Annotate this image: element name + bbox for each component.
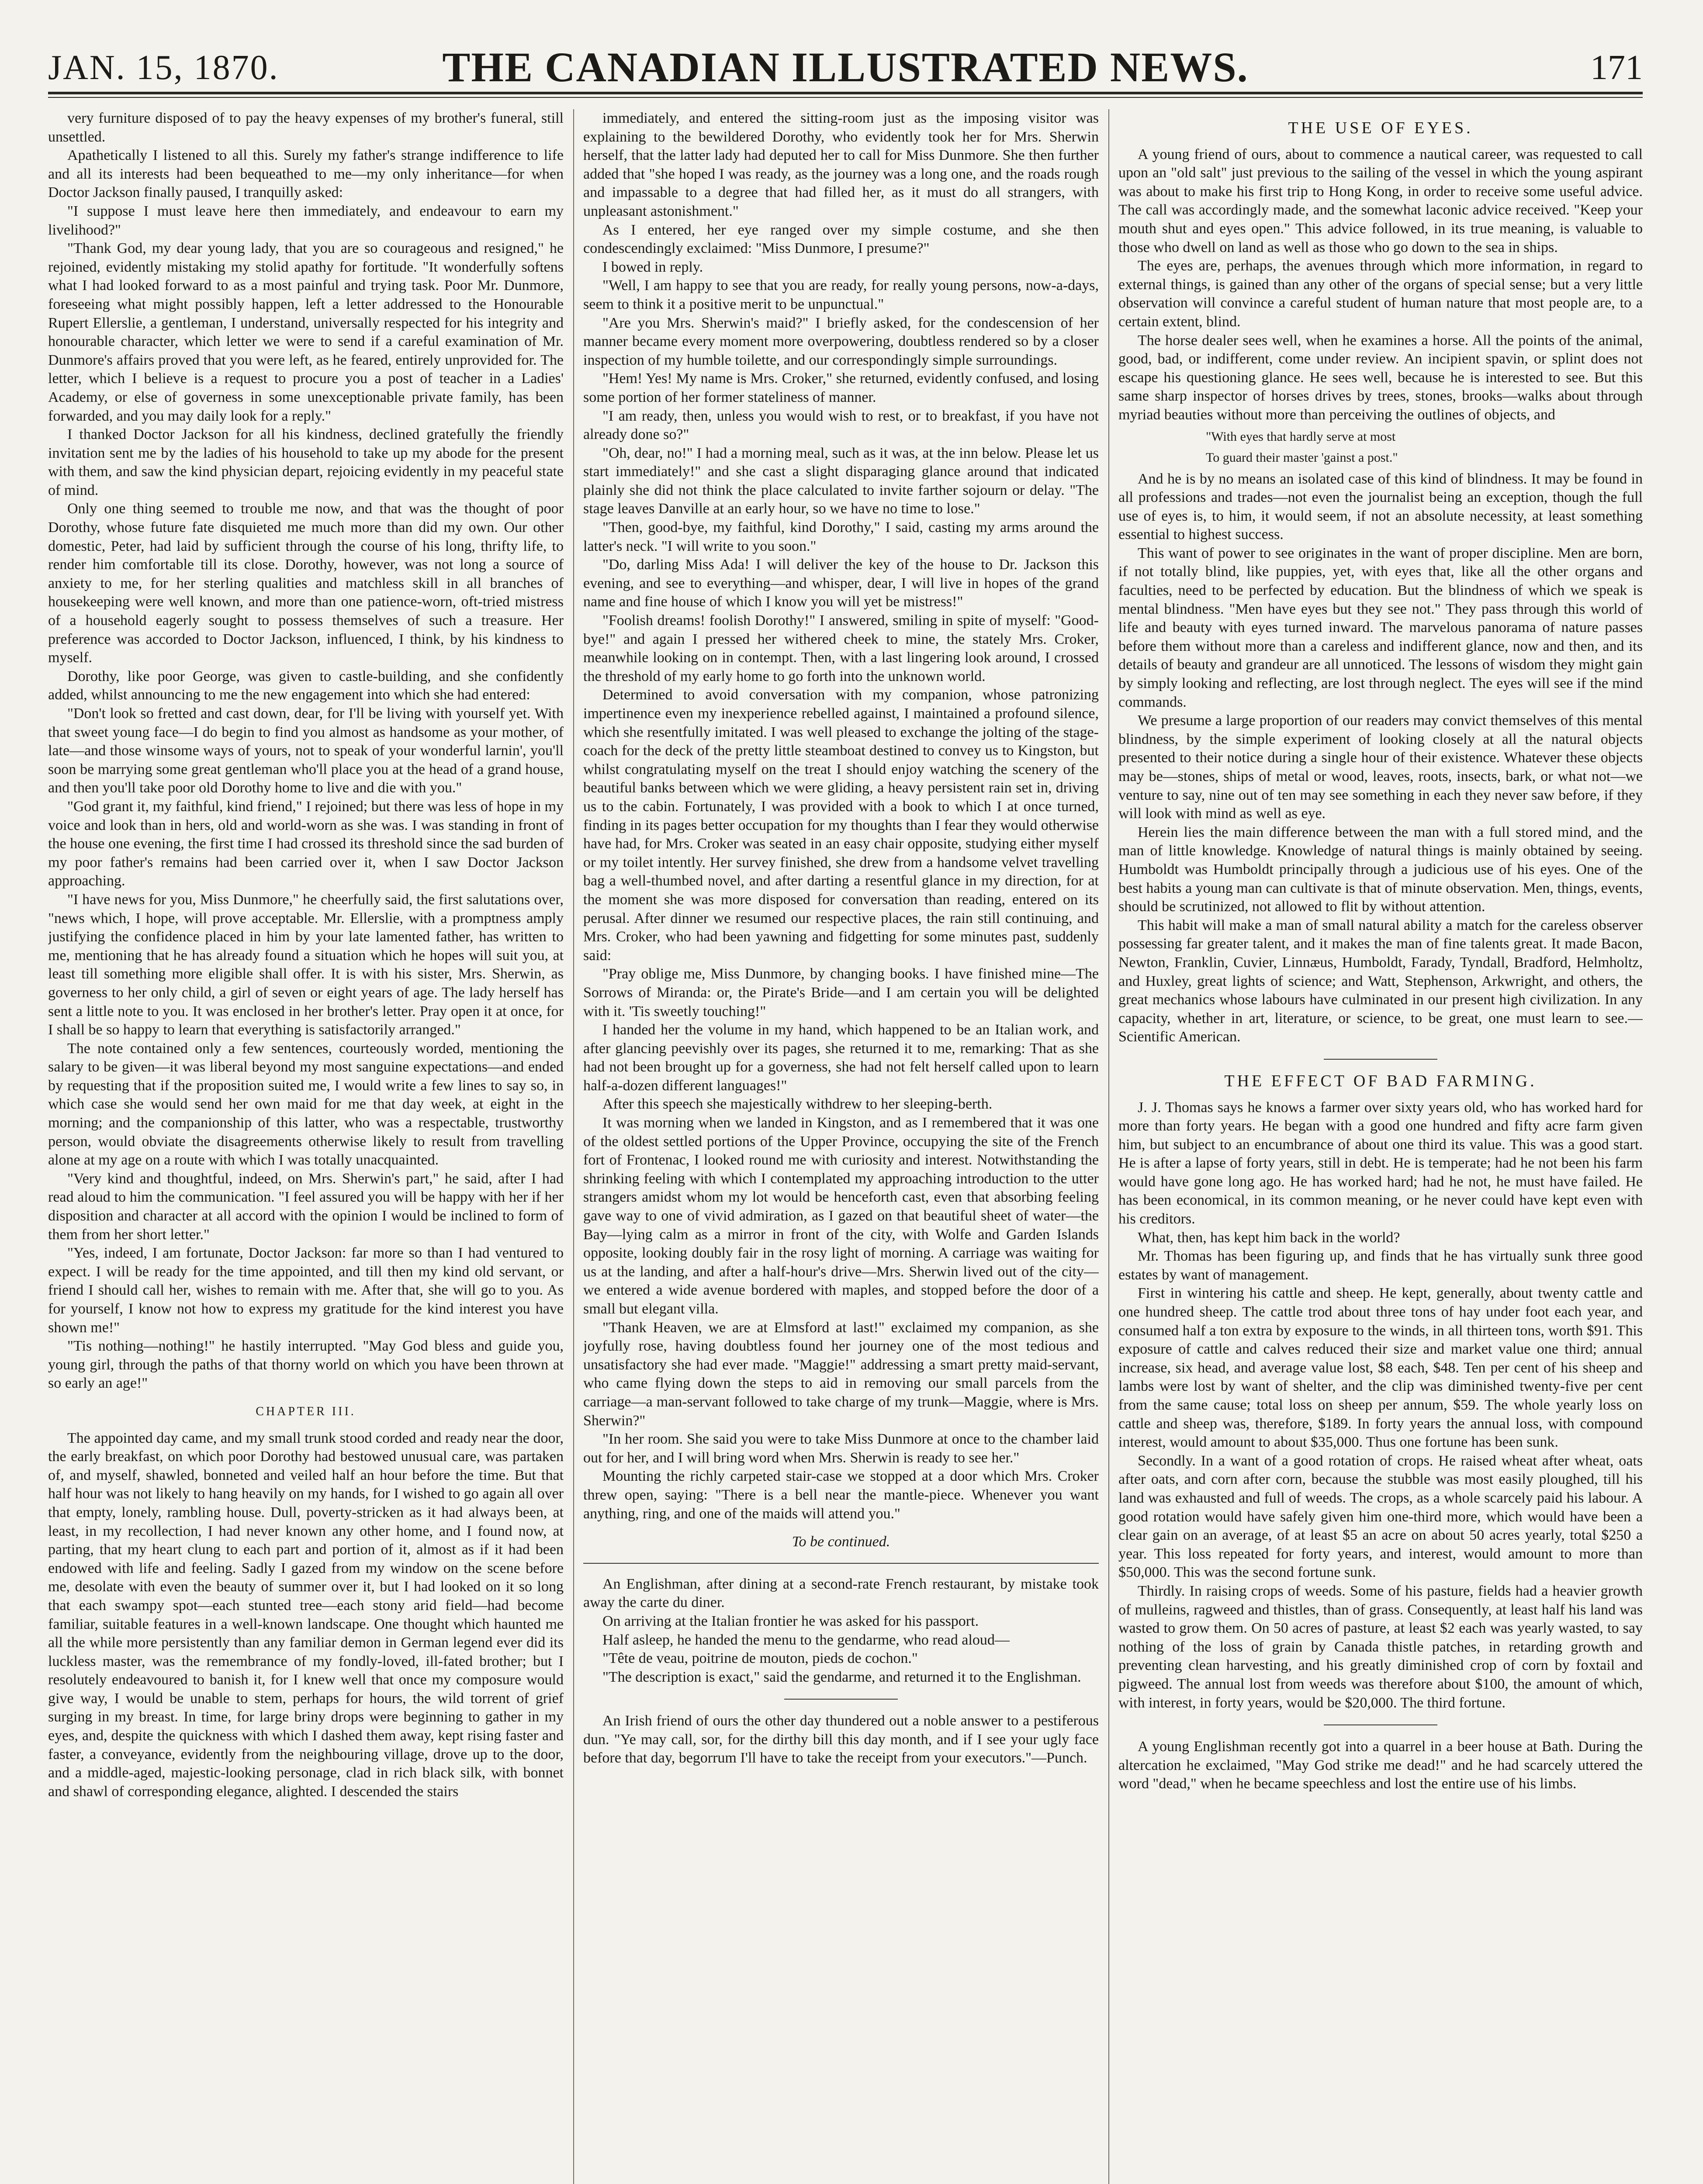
paragraph: I thanked Doctor Jackson for all his kindness, declined gratefully the friendly invitation sent me by the ladies of his household to take up my abode for the present with them, and saw the kind physician depart, rejoicing evidently in my peaceful state of mind. <box>48 426 564 498</box>
paragraph: "In her room. She said you were to take Miss Dunmore at once to the chamber laid out for her, and I will bring word when Mrs. Sherwin is ready to see her." <box>583 1431 1099 1466</box>
story-part-2 <box>583 109 1099 1523</box>
paragraph: The horse dealer sees well, when he examines a horse. All the points of the animal, good, bad, or indifferent, come under review. An incipient spavin, or splint does not escape his questioning glance. He sees well, because he is interested to see. But this same sharp inspector of horses drives by trees, stones, brooks—walks about through myriad beauties without more than perceiving the outlines of objects, and <box>1118 332 1643 423</box>
column-divider <box>573 109 574 2184</box>
paragraph: "I am ready, then, unless you would wish to rest, or to breakfast, if you have not already done so?" <box>583 408 1099 443</box>
paragraph: A young friend of ours, about to commence a nautical career, was requested to call upon an "old salt" just previous to the sailing of the vessel in which the young aspirant was about to make his first trip to Hong Kong, in order to receive some useful advice. The call was accordingly made, and the somewhat laconic advice received. "Keep your mouth shut and eyes open." This advice followed, in its true meaning, is valuable to those who dwell on land as well as those who go down to the sea in ships. <box>1118 146 1643 256</box>
paragraph: Determined to avoid conversation with my companion, whose patronizing impertinence even my inexperience rebelled against, I maintained a profound silence, which she resentfully imitated. I was well pleased to exchange the jolting of the stage-coach for the deck of the pretty little steamboat destined to convey us to Kingston, but whilst congratulating myself on the treat I should enjoy watching the scenery of the beautiful banks between which we were gliding, a heavy persistent rain set in, driving us to the cabin. Fortunately, I was provided with a book to which I at once turned, finding in its pages better occupation for my thoughts than I fear they would otherwise have had, for Mrs. Croker was seated in an easy chair opposite, studying either myself or my toilet intently. Her survey finished, she drew from a handsome velvet travelling bag a well-thumbed novel, and after darting a resentful glance in my direction, for at the moment she was more disposed for conversation than reading, entered on its perusal. After dinner we resumed our respective places, the rain still continuing, and Mrs. Croker, who had been yawning and fidgetting for some minutes past, suddenly said: <box>583 687 1099 964</box>
paragraph: Only one thing seemed to trouble me now, and that was the thought of poor Dorothy, whose future fate disquieted me much more than did my own. Our other domestic, Peter, had laid by sufficient through the course of his long, thrifty life, to render him comfortable till its close. Dorothy, however, was not long a source of anxiety to me, for her sterling qualities and matchless skill in all branches of housekeeping were well known, and more than one patience-worn, oft-tried mistress of a household eagerly sought to possess themselves of such a treasure. Her preference was accorded to Doctor Jackson, influenced, I think, by his kindness to myself. <box>48 501 564 666</box>
paragraph: Half asleep, he handed the menu to the gendarme, who read aloud— <box>602 1631 1010 1648</box>
paragraph: "Thank God, my dear young lady, that you are so courageous and resigned," he rejoined, evidently mistaking my stolid apathy for fortitude. "It wonderfully softens what I had looked forward to as a most painful and trying task. Poor Mr. Dunmore, foreseeing what might possibly happen, left a letter addressed to the Honourable Rupert Ellerslie, a gentleman, I understand, universally respected for his integrity and honourable character, which letter we were to send if a careful examination of Mr. Dunmore's affairs proved that you were left, as he feared, entirely unprovided for. The letter, which I believe is a request to procure you a post of teacher in a Ladies' Academy, or else of governess in some unexceptionable private family, has been forwarded, and you may daily look for a reply." <box>48 240 564 424</box>
paragraph: "Foolish dreams! foolish Dorothy!" I answered, smiling in spite of myself: "Good-bye!" and again I pressed her withered cheek to mine, the stately Mrs. Croker, meanwhile looking on in contempt. Then, with a last lingering look around, I crossed the threshold of my early home to go forth into the unknown world. <box>583 612 1099 684</box>
paragraph: Mr. Thomas has been figuring up, and finds that he has virtually sunk three good estates by want of management. <box>1118 1248 1643 1283</box>
paragraph: immediately, and entered the sitting-room just as the imposing visitor was explaining to the bewildered Dorothy, who evidently took her for Mrs. Sherwin herself, that the latter lady had deputed her to call for Miss Dunmore. She then further added that "she hoped I was ready, as the journey was a long one, and the roads rough and impassable to a degree that had filled her, as it must do all strangers, with unpleasant astonishment." <box>583 110 1099 219</box>
paragraph: As I entered, her eye ranged over my simple costume, and she then condescendingly exclaimed: "Miss Dunmore, I presume?" <box>583 221 1099 257</box>
paragraph: Secondly. In a want of a good rotation of crops. He raised wheat after wheat, oats after oats, and corn after corn, because the stubble was most easily ploughed, till his land was exhausted and full of weeds. The crops, as a whole scarcely paid his labour. A good rotation would have safely given him one-third more, which would have been a clear gain on an average, of at least $5 an acre on about 50 acres yearly, total $250 a year. This loss repeated for forty years, and interest, would amount to more than $50,000. This was the second fortune sunk. <box>1118 1452 1643 1581</box>
chapter-body <box>48 1429 564 1801</box>
paragraph: "God grant it, my faithful, kind friend," I rejoined; but there was less of hope in my voice and look than in hers, old and world-worn as she was. I was standing in front of the house one evening, the first time I had crossed its threshold since the sad burden of my poor father's remains had been carried over it, when I saw Doctor Jackson approaching. <box>48 798 564 889</box>
paragraph: very furniture disposed of to pay the heavy expenses of my brother's funeral, still unsettled. <box>48 110 564 145</box>
paragraph: "Yes, indeed, I am fortunate, Doctor Jackson: far more so than I had ventured to expect. I will be ready for the time appointed, and till then my kind old servant, or friend I should call her, wishes to remain with me. After that, she will go to you. As for yourself, I know not how to express my gratitude for the kind interest you have shown me!" <box>48 1245 564 1336</box>
to-be-continued: To be continued. <box>792 1534 890 1550</box>
paragraph: "Very kind and thoughtful, indeed, on Mrs. Sherwin's part," he said, after I had read aloud to him the communication. "I feel assured you will be happy with her if her disposition and character at all accord with the opinion I would be inclined to form of them from her short letter." <box>48 1170 564 1243</box>
paragraph: First in wintering his cattle and sheep. He kept, generally, about twenty cattle and one hundred sheep. The cattle trod about three tons of hay under foot each year, and consumed half a ton extra by exposure to the winds, in all thirteen tons, worth $91. This exposure of cattle and calves reduced their size and market value one third; annual increase, six head, and average value lost, $8 each, $48. Ten per cent of his sheep and lambs were lost by want of shelter, and the clip was diminished twenty-five per cent from the same cause; total loss on sheep per annum, $59. The whole yearly loss on cattle and sheep was, therefore, $189. In forty years the annual loss, with compound interest, would amount to about $35,000. Thus one fortune has been sunk. <box>1118 1285 1643 1451</box>
paragraph: "I suppose I must leave here then immediately, and endeavour to earn my livelihood?" <box>48 203 564 238</box>
section-rule <box>1324 1059 1437 1060</box>
paragraph: "Thank Heaven, we are at Elmsford at last!" exclaimed my companion, as she joyfully rose, having doubtless found her journey one of the most tedious and unsatisfactory she had ever made. "Maggie!" addressing a smart pretty maid-servant, who came flying down the steps to aid in removing our small parcels from the carriage—a man-servant followed to take charge of my trunk—Maggie, where is Mrs. Sherwin?" <box>583 1319 1099 1429</box>
paragraph: "Oh, dear, no!" I had a morning meal, such as it was, at the inn below. Please let us start immediately!" and she cast a slight disparaging glance around that indicated plainly she did not think the place calculated to invite farther sojourn or delay. "The stage leaves Danville at an early hour, so we have no time to lose." <box>583 445 1099 517</box>
paragraph: What, then, has kept him back in the world? <box>1138 1229 1400 1246</box>
anecdote-irish-friend: An Irish friend of ours the other day thundered out a noble answer to a pestiferous dun. "Ye may call, sor, for the dirthy bill this day month, and if I see your ugly face before that day, begorrum I'll have to take the receipt from your executors."—Punch. <box>583 1713 1099 1766</box>
masthead-rule <box>48 92 1643 94</box>
paragraph: The eyes are, perhaps, the avenues through which more information, in regard to external things, is gained than any other of the organs of special sense; but a very little observation will convince a careful student of human nature that most people are, to a certain extent, blind. <box>1118 258 1643 330</box>
paragraph: J. J. Thomas says he knows a farmer over sixty years old, who has worked hard for more than forty years. He began with a good one hundred and fifty acre farm given him, but subject to an encumbrance of about one third its value. This was a good start. He is after a lapse of forty years, still in debt. He is temperate; had he not been his farm would have gone long ago. He has worked hard; had he not, he must have failed. He has been economical, in its common meaning, or he never could have kept even with his creditors. <box>1118 1099 1643 1227</box>
paragraph: Mounting the richly carpeted stair-case we stopped at a door which Mrs. Croker threw open, saying: "There is a bell near the mantle-piece. Whenever you want anything, ring, and one of the maids will attend you." <box>583 1468 1099 1522</box>
paragraph: We presume a large proportion of our readers may convict themselves of this mental blindness, by the simple experiment of looking closely at all the natural objects presented to their notice during a single hour of their existence. Whatever these objects may be—stones, ships of metal or wood, leaves, roots, insects, bark, or what not—we venture to say, nine out of ten may see something in each they never saw before, if they will look with mind as well as eye. <box>1118 712 1643 822</box>
paragraph: The appointed day came, and my small trunk stood corded and ready near the door, the early breakfast, on which poor Dorothy had bestowed unusual care, was partaken of, and myself, shawled, bonneted and veiled half an hour before the time. But that half hour was not likely to hang heavily on my hands, for I wished to go again all over that empty, lonely, rambling house. Dull, poverty-stricken as it had always been, at least, in my recollection, I had never known any other home, and I found now, at parting, that my heart clung to each part and portion of it, almost as if it had been endowed with life and feeling. Sadly I gazed from my window on the scene before me, desolate with even the beauty of summer over it, but I had looked on it so long that each swampy spot—each stunted tree—each stony arid field—had become familiar, suitable features in a well-known landscape. One thought which haunted me all the while more persistently than any familiar demon in German legend ever did its luckless master, was the remembrance of my fondly-loved, ill-fated brother; but I resolutely endeavoured to banish it, for I knew well that once my composure would give way, I would be unable to stem, perhaps for hours, the wild torrent of grief surging in my breast. In time, for large briny drops were beginning to gather in my eyes, and, despite the quickness with which I dashed them away, kept rising faster and faster, a conveyance, evidently from the neighbouring village, drove up to the door, and a middle-aged, majestic-looking personage, clad in rich black silk, with bonnet and shawl of corresponding elegance, alighted. I descended the stairs <box>48 1430 564 1800</box>
paragraph: And he is by no means an isolated case of this kind of blindness. It may be found in all professions and trades—not even the journalist being an exception, though the full use of eyes is, to him, it would seem, if not an absolute necessity, at least something essential to highest success. <box>1118 470 1643 543</box>
masthead <box>48 26 1643 92</box>
paragraph: This habit will make a man of small natural ability a match for the careless observer possessing far greater talent, and it makes the man of fine talents great. It made Bacon, Newton, Franklin, Cuvier, Linnæus, Humboldt, Farady, Tyndall, Bradford, Helmholtz, and Huxley, great lights of science; and Watt, Stephenson, Arkwright, and others, the great mechanics whose labours have culminated in our present high civilization. In any capacity, whether in art, literature, or science, to be great, one must learn to see.—Scientific American. <box>1118 917 1643 1045</box>
page-number: 171 <box>1590 48 1643 87</box>
paragraph: "Don't look so fretted and cast down, dear, for I'll be living with yourself yet. With that sweet young face—I do begin to find you almost as handsome as your mother, of late—and those winsome ways of yours, not to speak of your wonderful larnin', you'll soon be marrying some great gentleman who'll place you at the head of a grand house, and then you'll take poor old Dorothy home to live and die with you." <box>48 705 564 796</box>
column-3 <box>1118 109 1643 2184</box>
chapter-heading: CHAPTER III. <box>256 1404 356 1418</box>
paragraph: "Pray oblige me, Miss Dunmore, by changing books. I have finished mine—The Sorrows of Miranda: or, the Pirate's Bride—and I am certain you will be delighted with it. 'Tis sweetly touching!" <box>583 966 1099 1019</box>
paragraph: "The description is exact," said the gendarme, and returned it to the Englishman. <box>602 1669 1081 1685</box>
paragraph: "Are you Mrs. Sherwin's maid?" I briefly asked, for the condescension of her manner became every moment more overpowering, doubtless rendered so by a closer inspection of my humble toilette, and our correspondingly simple surroundings. <box>583 314 1099 368</box>
paragraph: This want of power to see originates in the want of proper discipline. Men are born, if not totally blind, like puppies, yet, with eyes that, like all the other organs and faculties, need to be perfected by education. But the blindness of which we speak is mental blindness. "Men have eyes but they see not." They pass through this world of life and beauty with eyes turned inward. The marvelous panorama of nature passes before them without more than a careless and indifferent glance, now and then, and its details of beauty and grandeur are all unnoticed. The lessons of wisdom they might gain by simply looking and reflecting, are lost through neglect. The eyes will see if the mind commands. <box>1118 545 1643 710</box>
paragraph: "Well, I am happy to see that you are ready, for really young persons, now-a-days, seem to think it a positive merit to be unpunctual." <box>583 277 1099 312</box>
paragraph: Apathetically I listened to all this. Surely my father's strange indifference to life and all its interests had been bequeathed to me—my only inheritance—for when Doctor Jackson finally paused, I tranquilly asked: <box>48 147 564 201</box>
paragraph: Thirdly. In raising crops of weeds. Some of his pasture, fields had a heavier growth of mulleins, ragweed and thistles, than of grass. Consequently, at least half his land was wasted to grow them. On 50 acres of pasture, at least $2 each was yearly wasted, to say nothing of the loss of grain by Canada thistle patches, in retarding growth and preventing clean harvesting, and his greatly diminished crop of corn by foxtail and pigweed. The annual lost from weeds was therefore about $100, the amount of which, with interest, in forty years, would be $20,000. The third fortune. <box>1118 1583 1643 1711</box>
paragraph: On arriving at the Italian frontier he was asked for his passport. <box>602 1613 979 1629</box>
paragraph: "I have news for you, Miss Dunmore," he cheerfully said, the first salutations over, "news which, I hope, will prove acceptable. Mr. Ellerslie, with a promptness amply justifying the confidence placed in him by your late lamented father, has written to me, mentioning that he has already found a situation which he hopes will suit you, at least till something more eligible shall offer. It is with his sister, Mrs. Sherwin, as governess to her only child, a girl of seven or eight years of age. The lady herself has sent a little note to you. It was enclosed in her brother's letter. Pray open it at once, for I shall be so happy to learn that everything is satisfactorily arranged." <box>48 891 564 1038</box>
paragraph: It was morning when we landed in Kingston, and as I remembered that it was one of the oldest settled portions of the Upper Province, occupying the site of the French fort of Frontenac, I looked round me with curiosity and interest. Notwithstanding the shrinking feeling with which I contemplated my approaching introduction to the utter strangers amidst whom my lot would be henceforth cast, even that absorbing feeling gave way to one of vivid admiration, as I gazed on that beautiful sheet of water—the Bay—lying calm as a mirror in front of the city, with Wolfe and Garden Islands opposite, looking doubly fair in the rosy light of morning. A carriage was waiting for us at the landing, and after a half-hour's drive—Mrs. Sherwin lived out of the city—we entered a wide avenue bordered with maples, and stopped before the door of a small but elegant villa. <box>583 1115 1099 1317</box>
masthead-rule-thin <box>48 97 1643 98</box>
paragraph: "Tis nothing—nothing!" he hastily interrupted. "May God bless and guide you, young girl, through the paths of that thorny world on which you have been thrown at so early an age!" <box>48 1338 564 1392</box>
paragraph: "Do, darling Miss Ada! I will deliver the key of the house to Dr. Jackson this evening, and see to everything—and whisper, dear, I will live in hopes of the grand name and fine house of which I know you will yet be mistress!" <box>583 556 1099 610</box>
issue-date: JAN. 15, 1870. <box>48 48 279 87</box>
eyes-article-part-2 <box>1118 470 1643 1047</box>
article-heading-eyes: THE USE OF EYES. <box>1288 119 1473 137</box>
paragraph: An Englishman, after dining at a second-rate French restaurant, by mistake took away the carte du diner. <box>583 1576 1099 1611</box>
anecdote-englishman <box>583 1575 1099 1687</box>
column-1 <box>48 109 564 2184</box>
column-2 <box>583 109 1099 2184</box>
verse-line: "With eyes that hardly serve at most <box>1206 429 1396 444</box>
paragraph: "Then, good-bye, my faithful, kind Dorothy," I said, casting my arms around the latter's neck. "I will write to you soon." <box>583 519 1099 554</box>
story-part-1 <box>48 109 564 1393</box>
article-heading-farming: THE EFFECT OF BAD FARMING. <box>1224 1071 1537 1090</box>
farming-article <box>1118 1099 1643 1713</box>
paragraph: The note contained only a few sentences, courteously worded, mentioning the salary to be given—it was liberal beyond my most sanguine expectations—and ended by requesting that if the proposition suited me, I would write a few lines to say so, in which case she would send her own maid for me that day week, at eight in the morning; and the companionship of this latter, who was a respectable, trustworthy person, would obviate the disagreements otherwise likely to result from travelling alone at my age on a route with which I was totally unacquainted. <box>48 1040 564 1168</box>
paragraph: "Tête de veau, poitrine de mouton, pieds de cochon." <box>602 1650 918 1667</box>
paragraph: After this speech she majestically withdrew to her sleeping-berth. <box>602 1096 993 1113</box>
anecdote-bath: A young Englishman recently got into a quarrel in a beer house at Bath. During the altercation he exclaimed, "May God strike me dead!" and he had scarcely uttered the word "dead," when he became speechless and lost the entire use of his limbs. <box>1118 1738 1643 1792</box>
newspaper-title: THE CANADIAN ILLUSTRATED NEWS. <box>442 44 1249 90</box>
section-rule <box>583 1563 1099 1564</box>
paragraph: "Hem! Yes! My name is Mrs. Croker," she returned, evidently confused, and losing some portion of her former stateliness of manner. <box>583 370 1099 405</box>
paragraph: Herein lies the main difference between the man with a full stored mind, and the man of little knowledge. Knowledge of natural things is mainly obtained by seeing. Humboldt was Humboldt principally through a judicious use of his eyes. One of the best habits a young man can cultivate is that of minute observation. Men, things, events, should be scrutinized, not allowed to flit by without attention. <box>1118 824 1643 915</box>
section-rule <box>1324 1724 1437 1725</box>
section-rule <box>784 1699 898 1700</box>
paragraph: I bowed in reply. <box>602 259 703 275</box>
eyes-article-part-1 <box>1118 145 1643 425</box>
column-divider <box>1108 109 1109 2184</box>
verse-line: To guard their master 'gainst a post." <box>1206 450 1398 465</box>
paragraph: Dorothy, like poor George, was given to castle-building, and she confidently added, whilst announcing to me the new engagement into which she had entered: <box>48 668 564 703</box>
paragraph: I handed her the volume in my hand, which happened to be an Italian work, and after glancing peevishly over its pages, she returned it to me, remarking: That as she had not been brought up for a governess, she had not felt herself called upon to learn half-a-dozen different languages!" <box>583 1022 1099 1094</box>
